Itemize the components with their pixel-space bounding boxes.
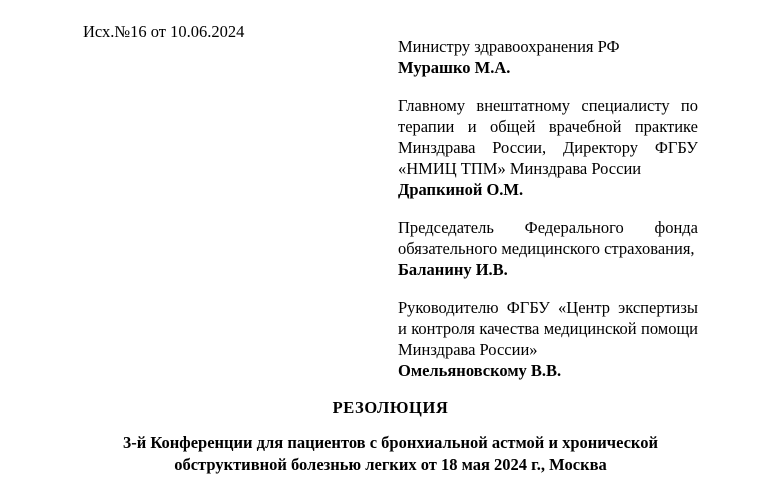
resolution-heading xyxy=(83,398,698,476)
addressee-block xyxy=(398,95,698,200)
addressee-name: Мурашко М.А. xyxy=(398,58,511,77)
addressee-block xyxy=(398,36,698,78)
addressee-block xyxy=(398,217,698,280)
addressee-position: Председатель Федерального фонда обязательного медицинского страхования, xyxy=(398,218,698,258)
addressee-name: Омельяновскому В.В. xyxy=(398,361,562,380)
addressee-position: Министру здравоохранения РФ xyxy=(398,37,620,56)
addressee-position: Руководителю ФГБУ «Центр экспертизы и контроля качества медицинской помощи Минздрава России» xyxy=(398,298,698,359)
resolution-subtitle: 3-й Конференции для пациентов с бронхиальной астмой и хронической обструктивной болезнью легких от 18 мая 2024 г., Москва xyxy=(123,433,658,474)
addressee-block xyxy=(398,297,698,381)
addressee-name: Баланину И.В. xyxy=(398,260,508,279)
addressee-list xyxy=(398,36,698,381)
addressee-position: Главному внештатному специалисту по терапии и общей врачебной практике Минздрава России, Директору ФГБУ «НМИЦ ТПМ» Минздрава России xyxy=(398,96,698,178)
addressee-name: Драпкиной О.М. xyxy=(398,180,524,199)
outgoing-reference-line: Исх.№16 от 10.06.2024 xyxy=(83,22,245,41)
resolution-title: РЕЗОЛЮЦИЯ xyxy=(332,398,449,417)
